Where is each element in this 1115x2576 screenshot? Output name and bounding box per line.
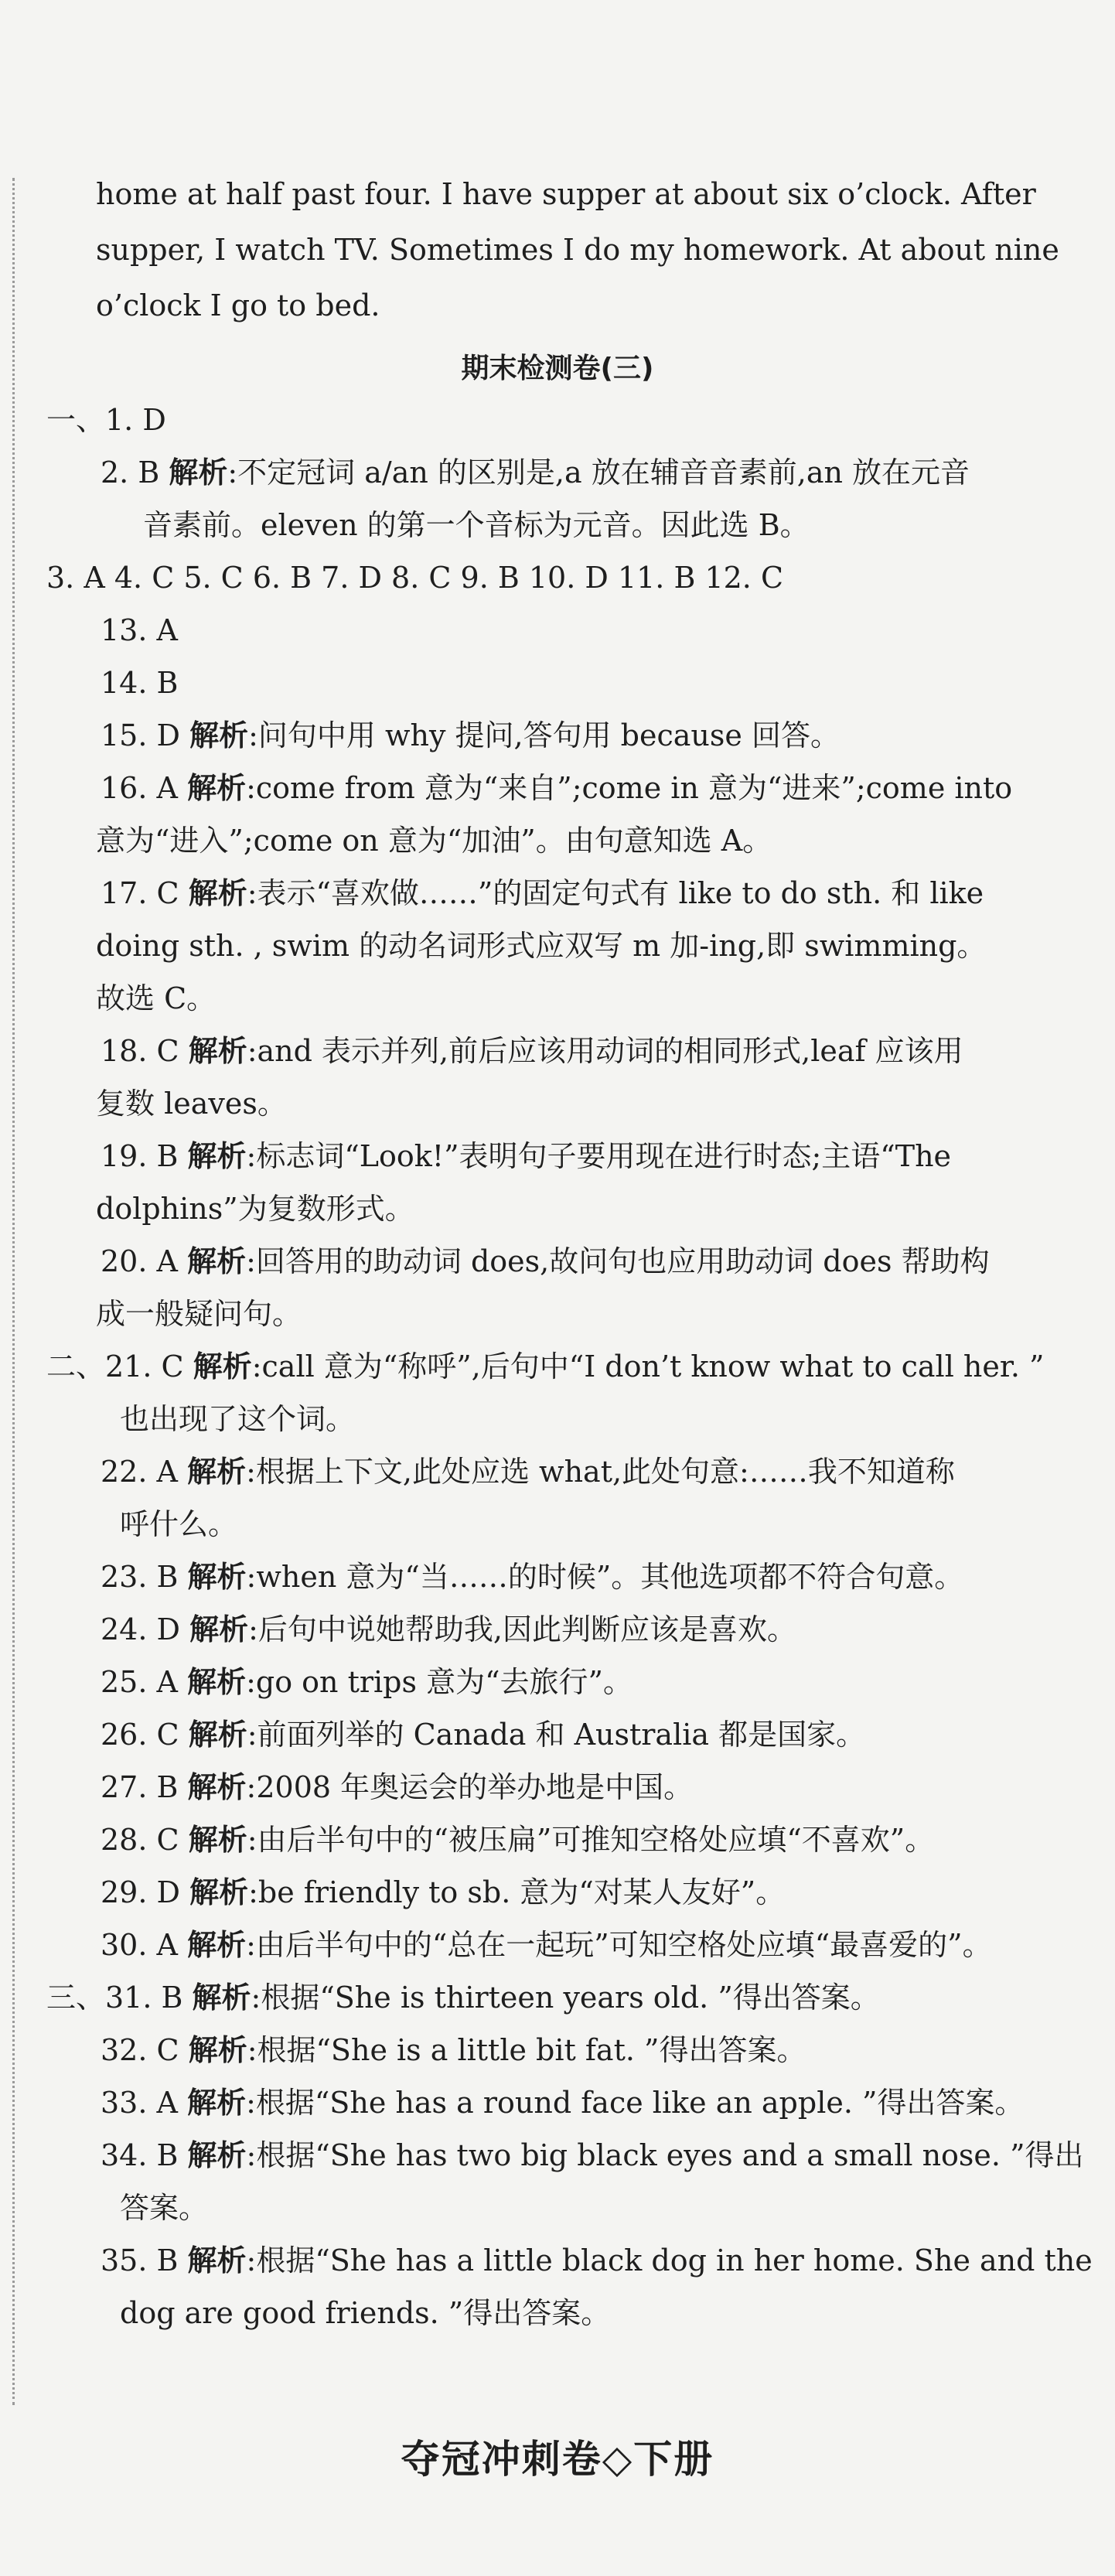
analysis-label: 解析: [187, 1244, 247, 1278]
answer-text: 一、1. D: [46, 403, 166, 437]
answer-line: [101, 1717, 865, 1752]
answer-text: 27. B: [101, 1770, 179, 1804]
answer-text: 答案。: [120, 2191, 209, 2225]
analysis-label: 解析: [187, 1770, 247, 1804]
answer-text: 成一般疑问句。: [96, 1297, 302, 1331]
answer-line: [46, 1980, 880, 2015]
analysis-label: 解析: [187, 2086, 247, 2120]
analysis-label: 解析: [187, 2243, 247, 2277]
answer-line: [46, 402, 166, 438]
analysis-label: 解析: [188, 876, 247, 910]
answer-line: [101, 2085, 1024, 2121]
analysis-text: :问句中用 why 提问,答句用 because 回答。: [248, 718, 840, 752]
answer-text: 19. B: [101, 1139, 179, 1173]
analysis-label: 解析: [187, 1139, 247, 1173]
answer-text: 15. D: [101, 718, 180, 752]
answer-text: 35. B: [101, 2243, 179, 2277]
analysis-text: :由后半句中的“被压扁”可推知空格处应填“不喜欢”。: [247, 1823, 935, 1857]
analysis-label: 解析: [188, 2033, 247, 2067]
section-title: 期末检测卷(三): [461, 353, 654, 384]
answer-text: 23. B: [101, 1560, 179, 1594]
answer-text: 16. A: [101, 771, 178, 805]
analysis-text: :回答用的助动词 does,故问句也应用助动词 does 帮助构: [246, 1244, 990, 1278]
answer-text: 呼什么。: [120, 1507, 238, 1541]
analysis-text: :根据“She has two big black eyes and a small nose. ”得出: [246, 2138, 1084, 2172]
answer-line: [96, 928, 986, 964]
answer-line: [120, 1401, 355, 1437]
analysis-text: :根据“She has a round face like an apple. ”得出答案。: [246, 2086, 1025, 2120]
analysis-text: :2008 年奥运会的举办地是中国。: [246, 1770, 694, 1804]
passage-line: o’clock I go to bed.: [96, 288, 380, 322]
answer-line: [101, 1664, 633, 1700]
analysis-text: :标志词“Look!”表明句子要用现在进行时态;主语“The: [246, 1139, 952, 1173]
answer-line: [96, 1086, 287, 1121]
answer-line: [101, 2138, 1084, 2173]
analysis-text: :由后半句中的“总在一起玩”可知空格处应填“最喜爱的”。: [246, 1928, 992, 1962]
answer-text: 25. A: [101, 1665, 178, 1699]
answer-line: [96, 1191, 414, 1227]
analysis-label: 解析: [187, 1665, 247, 1699]
answer-line: [96, 1296, 302, 1332]
analysis-label: 解析: [187, 1560, 247, 1594]
analysis-text: :when 意为“当……的时候”。其他选项都不符合句意。: [246, 1560, 964, 1594]
answer-text: 3. A 4. C 5. C 6. B 7. D 8. C 9. B 10. D 11. B 12. C: [46, 561, 784, 595]
analysis-label: 解析: [187, 771, 247, 805]
answer-text: 复数 leaves。: [96, 1087, 287, 1121]
answer-text: 32. C: [101, 2033, 179, 2067]
answer-line: [46, 560, 783, 595]
answer-line: [101, 1138, 951, 1174]
binding-margin-line: [12, 178, 15, 2405]
analysis-text: :根据“She is thirteen years old. ”得出答案。: [251, 1981, 880, 2015]
analysis-label: 解析: [187, 1928, 247, 1962]
analysis-label: 解析: [189, 718, 249, 752]
answer-line: [46, 1349, 1044, 1384]
answer-text: 28. C: [101, 1823, 179, 1857]
answer-text: 故选 C。: [96, 981, 217, 1015]
answer-text: 14. B: [101, 666, 179, 700]
answer-line: [101, 1822, 934, 1858]
answer-line: [96, 823, 772, 858]
answer-text: 29. D: [101, 1875, 180, 1909]
answer-line: [120, 2295, 610, 2331]
analysis-label: 解析: [189, 1612, 249, 1646]
answer-text: 34. B: [101, 2138, 179, 2172]
analysis-text: :后句中说她帮助我,因此判断应该是喜欢。: [248, 1612, 796, 1646]
analysis-text: :根据“She is a little bit fat. ”得出答案。: [247, 2033, 806, 2067]
answer-text: 三、31. B: [46, 1981, 183, 2015]
answer-text: 30. A: [101, 1928, 178, 1962]
answer-text: 13. A: [101, 613, 178, 647]
answer-line: [120, 1506, 237, 1542]
answer-text: 意为“进入”;come on 意为“加油”。由句意知选 A。: [96, 824, 772, 858]
answer-line: [101, 875, 984, 911]
analysis-label: 解析: [188, 1034, 247, 1068]
analysis-label: 解析: [193, 1349, 252, 1384]
answer-text: 22. A: [101, 1455, 178, 1489]
analysis-text: :表示“喜欢做……”的固定句式有 like to do sth. 和 like: [247, 876, 984, 910]
analysis-text: :be friendly to sb. 意为“对某人友好”。: [248, 1875, 786, 1909]
answer-line: [101, 1612, 796, 1647]
answer-line: [101, 455, 970, 490]
answer-line: [101, 612, 178, 648]
answer-text: dolphins”为复数形式。: [96, 1192, 414, 1226]
answer-line: [101, 2032, 806, 2068]
answer-line: [120, 2190, 208, 2226]
analysis-text: :call 意为“称呼”,后句中“I don’t know what to call her. ”: [251, 1349, 1045, 1384]
answer-line: [101, 1454, 955, 1489]
answer-line: [101, 1875, 785, 1910]
analysis-label: 解析: [169, 455, 228, 490]
analysis-text: :and 表示并列,前后应该用动词的相同形式,leaf 应该用: [247, 1034, 963, 1068]
answer-text: 26. C: [101, 1718, 179, 1752]
answer-line: [101, 1559, 963, 1595]
answer-line: [101, 1927, 992, 1963]
answer-line: [101, 665, 178, 701]
answer-line: [101, 718, 840, 753]
passage-line: home at half past four. I have supper at about six o’clock. After: [96, 177, 1036, 211]
answer-line: [101, 1769, 693, 1805]
answer-line: [143, 507, 810, 543]
answer-text: dog are good friends. ”得出答案。: [120, 2296, 611, 2330]
answer-line: [101, 1244, 990, 1279]
answer-text: 2. B: [101, 455, 160, 490]
answer-text: 17. C: [101, 876, 179, 910]
answer-text: 音素前。eleven 的第一个音标为元音。因此选 B。: [143, 508, 810, 542]
answer-text: 33. A: [101, 2086, 178, 2120]
analysis-label: 解析: [187, 1455, 247, 1489]
answer-text: 18. C: [101, 1034, 179, 1068]
analysis-text: :根据上下文,此处应选 what,此处句意:……我不知道称: [246, 1455, 955, 1489]
answer-line: [101, 1033, 963, 1069]
answer-line: [101, 770, 1012, 806]
book-footer: 夺冠冲刺卷◇下册: [401, 2437, 714, 2482]
analysis-label: 解析: [189, 1875, 249, 1909]
answer-text: 二、21. C: [46, 1349, 184, 1384]
answer-text: doing sth. , swim 的动名词形式应双写 m 加-ing,即 swimming。: [96, 929, 987, 963]
answer-line: [101, 2243, 1093, 2278]
analysis-text: :根据“She has a little black dog in her home. She and the: [246, 2243, 1093, 2277]
passage-line: supper, I watch TV. Sometimes I do my homework. At about nine: [96, 233, 1059, 267]
answer-text: 也出现了这个词。: [120, 1402, 356, 1436]
analysis-label: 解析: [188, 1823, 247, 1857]
analysis-text: :不定冠词 a/an 的区别是,a 放在辅音音素前,an 放在元音: [227, 455, 970, 490]
analysis-label: 解析: [192, 1981, 251, 2015]
analysis-label: 解析: [187, 2138, 247, 2172]
analysis-text: :前面列举的 Canada 和 Australia 都是国家。: [247, 1718, 866, 1752]
analysis-label: 解析: [188, 1718, 247, 1752]
analysis-text: :come from 意为“来自”;come in 意为“进来”;come into: [246, 771, 1013, 805]
answer-text: 24. D: [101, 1612, 180, 1646]
answer-line: [96, 981, 216, 1016]
analysis-text: :go on trips 意为“去旅行”。: [246, 1665, 633, 1699]
answer-text: 20. A: [101, 1244, 178, 1278]
